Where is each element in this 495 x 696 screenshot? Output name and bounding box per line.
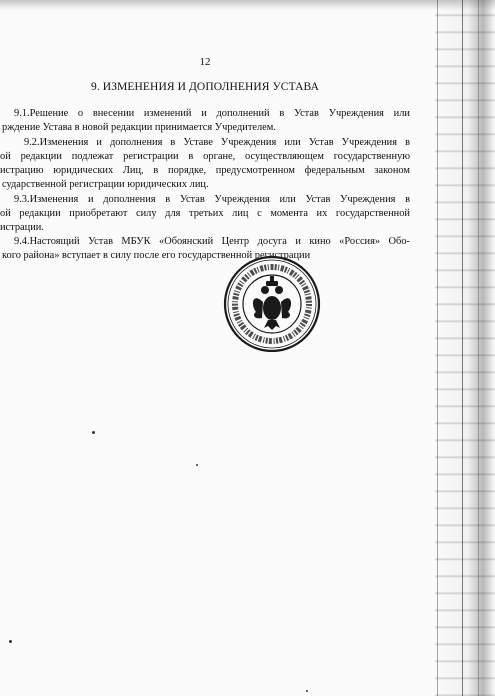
page-number: 12: [199, 56, 211, 68]
scan-speck: [9, 640, 12, 643]
scan-edge-line: [437, 0, 438, 696]
paragraph-line: кого района» вступает в силу после его государственной регистрации: [2, 250, 311, 261]
paragraph-line: 9.2.Изменения и дополнения в Уставе Учреждения или Устав Учреждения в: [24, 137, 410, 148]
paragraph-line: рждение Устава в новой редакции принимается Учредителем.: [2, 122, 276, 133]
scan-edge-line: [462, 0, 463, 696]
double-headed-eagle-icon: [253, 276, 291, 330]
scan-speck: [92, 431, 95, 434]
paragraph-line: ой редакции подлежат регистрации в органе, осуществляющем государственную: [0, 151, 410, 162]
paragraph-line: 9.1.Решение о внесении изменений и дополнений в Устав Учреждения или: [14, 108, 410, 119]
section-title: 9. ИЗМЕНЕНИЯ И ДОПОЛНЕНИЯ УСТАВА: [91, 81, 319, 93]
paragraph-line: 9.4.Настоящий Устав МБУК «Обоянский Центр досуга и кино «Россия» Обо-: [14, 236, 410, 247]
scan-edge-right: [435, 0, 495, 696]
paragraph-line: истрацию юридических Лиц, в порядке, предусмотренном федеральным законом: [0, 165, 410, 176]
paragraph-line: 9.3.Изменения и дополнения в Устав Учреждения или Устав Учреждения в: [14, 194, 410, 205]
scan-edge-line: [478, 0, 479, 696]
paragraph-line: сударственной регистрации юридических лиц.: [2, 179, 209, 190]
paragraph-line: ой редакции приобретают силу для третьих лиц с момента их государственной: [0, 208, 410, 219]
scan-speck: [196, 464, 198, 466]
official-seal: [208, 252, 326, 352]
paragraph-line: истрации.: [0, 222, 44, 233]
scan-speck: [306, 690, 308, 692]
scan-shadow-top: [0, 0, 495, 10]
